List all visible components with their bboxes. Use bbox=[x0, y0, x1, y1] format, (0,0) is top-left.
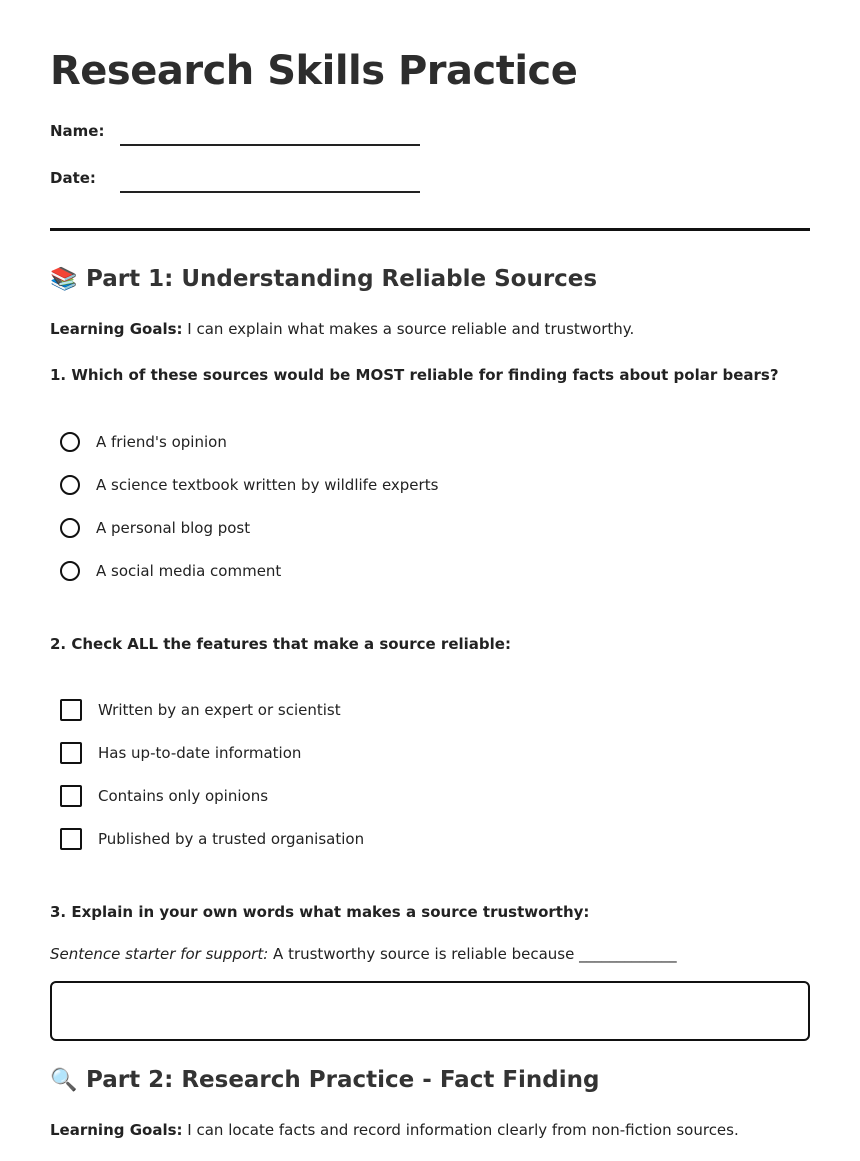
books-icon: 📚 bbox=[50, 266, 78, 292]
radio-button[interactable] bbox=[60, 432, 80, 452]
name-label: Name: bbox=[50, 122, 105, 140]
checkbox[interactable] bbox=[60, 828, 82, 850]
q1-option[interactable] bbox=[60, 515, 250, 541]
checkbox[interactable] bbox=[60, 785, 82, 807]
part2-goals-text: I can locate facts and record information clearly from non-fiction sources. bbox=[182, 1121, 739, 1139]
q2-option[interactable] bbox=[60, 697, 341, 723]
q2-option[interactable] bbox=[60, 740, 301, 766]
part1-goals-label: Learning Goals: bbox=[50, 320, 183, 338]
radio-button[interactable] bbox=[60, 518, 80, 538]
q1-option-label: A friend's opinion bbox=[96, 433, 227, 451]
sentence-starter-label: Sentence starter for support: bbox=[50, 945, 269, 963]
radio-button[interactable] bbox=[60, 561, 80, 581]
q2-option-label: Has up-to-date information bbox=[98, 744, 302, 762]
checkbox[interactable] bbox=[60, 699, 82, 721]
q2-option[interactable] bbox=[60, 826, 364, 852]
question-1: 1. Which of these sources would be MOST reliable for finding facts about polar bears? bbox=[50, 366, 779, 384]
q1-option[interactable] bbox=[60, 558, 281, 584]
part1-goals-text: I can explain what makes a source reliable and trustworthy. bbox=[182, 320, 635, 338]
sentence-starter-text: A trustworthy source is reliable because _____________ bbox=[268, 945, 677, 963]
header-divider bbox=[50, 228, 810, 231]
question-2: 2. Check ALL the features that make a source reliable: bbox=[50, 635, 511, 653]
checkbox[interactable] bbox=[60, 742, 82, 764]
sentence-starter bbox=[50, 945, 677, 963]
q1-option[interactable] bbox=[60, 472, 438, 498]
q1-option[interactable] bbox=[60, 429, 227, 455]
q1-option-label: A social media comment bbox=[96, 562, 282, 580]
magnifying-glass-icon: 🔍 bbox=[50, 1067, 78, 1093]
date-input-line[interactable] bbox=[120, 191, 420, 193]
page-title: Research Skills Practice bbox=[50, 48, 578, 94]
part1-heading bbox=[50, 266, 597, 292]
part2-heading-text: Part 2: Research Practice - Fact Finding bbox=[86, 1067, 600, 1093]
name-input-line[interactable] bbox=[120, 144, 420, 146]
q2-option-label: Published by a trusted organisation bbox=[98, 830, 365, 848]
q2-option[interactable] bbox=[60, 783, 268, 809]
radio-button[interactable] bbox=[60, 475, 80, 495]
q1-option-label: A personal blog post bbox=[96, 519, 251, 537]
q2-option-label: Written by an expert or scientist bbox=[98, 701, 341, 719]
part2-learning-goals bbox=[50, 1121, 739, 1139]
part2-goals-label: Learning Goals: bbox=[50, 1121, 183, 1139]
part1-heading-text: Part 1: Understanding Reliable Sources bbox=[86, 266, 598, 292]
q2-option-label: Contains only opinions bbox=[98, 787, 269, 805]
date-label: Date: bbox=[50, 169, 96, 187]
q3-answer-box[interactable] bbox=[50, 981, 810, 1041]
part2-heading bbox=[50, 1067, 600, 1093]
part1-learning-goals bbox=[50, 320, 634, 338]
question-3: 3. Explain in your own words what makes a source trustworthy: bbox=[50, 903, 590, 921]
q1-option-label: A science textbook written by wildlife experts bbox=[96, 476, 439, 494]
